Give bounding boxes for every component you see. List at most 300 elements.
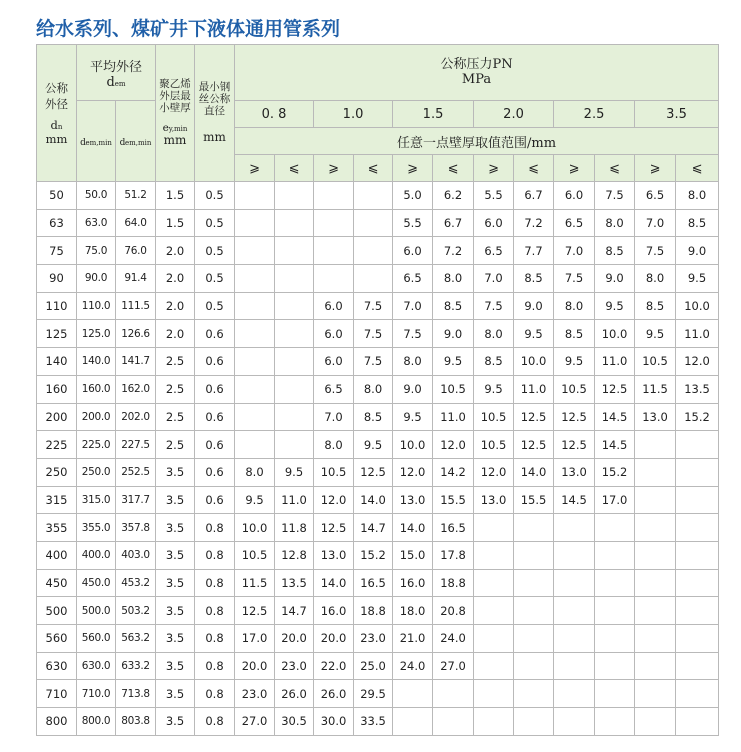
table-cell (275, 348, 314, 376)
table-cell: 20.0 (235, 652, 275, 680)
table-cell: 15.2 (676, 403, 719, 431)
table-cell: 3.5 (156, 597, 195, 625)
table-cell (235, 182, 275, 210)
le-symbol: ⩽ (433, 155, 474, 182)
table-cell: 10.0 (676, 292, 719, 320)
table-row (37, 458, 719, 486)
table-cell: 9.0 (514, 292, 554, 320)
table-row (37, 514, 719, 542)
table-cell (474, 541, 514, 569)
table-cell (676, 486, 719, 514)
table-cell: 317.7 (116, 486, 156, 514)
table-cell: 11.0 (676, 320, 719, 348)
table-cell: 75 (37, 237, 77, 265)
table-cell: 15.2 (354, 541, 393, 569)
table-cell: 12.5 (314, 514, 354, 542)
table-cell (275, 182, 314, 210)
le-symbol: ⩽ (676, 155, 719, 182)
table-cell: 15.2 (595, 458, 635, 486)
table-cell (514, 708, 554, 736)
table-cell (595, 597, 635, 625)
table-cell: 140 (37, 348, 77, 376)
table-cell: 12.8 (275, 541, 314, 569)
table-cell: 14.5 (595, 431, 635, 459)
table-cell: 6.0 (314, 348, 354, 376)
table-cell: 27.0 (235, 708, 275, 736)
table-cell: 0.5 (195, 182, 235, 210)
table-cell: 75.0 (77, 237, 116, 265)
table-cell: 13.0 (554, 458, 595, 486)
table-cell: 710 (37, 680, 77, 708)
table-cell: 250 (37, 458, 77, 486)
table-cell: 1.5 (156, 209, 195, 237)
header-dem-max: dem,min (116, 101, 156, 182)
table-cell: 9.5 (554, 348, 595, 376)
table-cell: 6.0 (314, 320, 354, 348)
table-cell: 9.5 (433, 348, 474, 376)
table-cell: 6.7 (433, 209, 474, 237)
table-cell: 10.0 (235, 514, 275, 542)
table-cell (354, 209, 393, 237)
table-cell (554, 652, 595, 680)
table-cell: 3.5 (156, 569, 195, 597)
table-cell: 20.0 (314, 625, 354, 653)
table-row (37, 541, 719, 569)
table-cell: 14.0 (314, 569, 354, 597)
table-cell (595, 652, 635, 680)
table-cell (275, 265, 314, 293)
table-cell: 250.0 (77, 458, 116, 486)
table-cell: 3.5 (156, 458, 195, 486)
table-cell: 21.0 (393, 625, 433, 653)
table-cell (433, 680, 474, 708)
table-cell: 3.5 (156, 514, 195, 542)
table-cell: 200.0 (77, 403, 116, 431)
table-cell (235, 209, 275, 237)
table-cell: 9.5 (354, 431, 393, 459)
table-cell (354, 237, 393, 265)
table-cell: 14.7 (275, 597, 314, 625)
le-symbol: ⩽ (354, 155, 393, 182)
table-cell: 2.0 (156, 292, 195, 320)
table-cell (635, 458, 676, 486)
table-cell (635, 680, 676, 708)
table-cell (275, 403, 314, 431)
table-cell: 90.0 (77, 265, 116, 293)
table-cell: 90 (37, 265, 77, 293)
table-cell: 7.7 (514, 237, 554, 265)
table-cell: 11.8 (275, 514, 314, 542)
table-cell (595, 680, 635, 708)
table-cell: 8.5 (676, 209, 719, 237)
table-cell (474, 708, 514, 736)
table-row (37, 708, 719, 736)
table-cell: 630 (37, 652, 77, 680)
table-cell: 12.5 (235, 597, 275, 625)
table-cell (474, 680, 514, 708)
table-cell (235, 237, 275, 265)
table-cell: 8.0 (595, 209, 635, 237)
table-cell: 0.8 (195, 680, 235, 708)
table-cell: 125 (37, 320, 77, 348)
table-cell (635, 625, 676, 653)
table-cell: 450.0 (77, 569, 116, 597)
table-cell (235, 292, 275, 320)
table-row (37, 486, 719, 514)
table-cell: 560 (37, 625, 77, 653)
table-cell (433, 708, 474, 736)
table-cell: 110.0 (77, 292, 116, 320)
ge-symbol: ⩾ (635, 155, 676, 182)
table-cell: 9.0 (433, 320, 474, 348)
table-cell (514, 514, 554, 542)
table-cell: 9.5 (275, 458, 314, 486)
table-cell: 14.0 (514, 458, 554, 486)
table-cell (554, 625, 595, 653)
table-row (37, 597, 719, 625)
table-cell (354, 265, 393, 293)
table-cell: 2.5 (156, 348, 195, 376)
table-cell: 6.0 (474, 209, 514, 237)
table-cell: 12.0 (314, 486, 354, 514)
ge-symbol: ⩾ (474, 155, 514, 182)
header-range-label: 任意一点壁厚取值范围/mm (235, 128, 719, 155)
table-cell: 0.5 (195, 292, 235, 320)
table-cell: 8.5 (354, 403, 393, 431)
table-cell: 7.5 (474, 292, 514, 320)
table-cell: 51.2 (116, 182, 156, 210)
table-cell (474, 597, 514, 625)
table-cell: 2.0 (156, 265, 195, 293)
table-cell: 633.2 (116, 652, 156, 680)
table-row (37, 375, 719, 403)
table-cell (514, 569, 554, 597)
table-cell: 141.7 (116, 348, 156, 376)
table-cell: 0.6 (195, 486, 235, 514)
table-cell: 11.5 (635, 375, 676, 403)
table-cell (275, 292, 314, 320)
table-cell (275, 209, 314, 237)
table-cell: 5.5 (393, 209, 433, 237)
table-cell: 20.0 (275, 625, 314, 653)
table-cell: 2.0 (156, 237, 195, 265)
table-cell: 12.5 (554, 403, 595, 431)
table-cell: 0.6 (195, 403, 235, 431)
table-cell: 10.5 (635, 348, 676, 376)
table-cell (635, 486, 676, 514)
table-cell: 6.0 (393, 237, 433, 265)
table-cell: 0.5 (195, 265, 235, 293)
table-cell (635, 597, 676, 625)
table-cell (676, 458, 719, 486)
table-cell: 13.0 (314, 541, 354, 569)
table-cell (393, 708, 433, 736)
header-dem-min: dem,min (77, 101, 116, 182)
table-cell: 0.5 (195, 237, 235, 265)
table-cell: 800 (37, 708, 77, 736)
table-cell: 0.6 (195, 375, 235, 403)
table-cell (235, 403, 275, 431)
table-cell: 12.5 (514, 403, 554, 431)
table-cell: 8.0 (676, 182, 719, 210)
table-cell: 0.6 (195, 458, 235, 486)
table-cell: 5.5 (474, 182, 514, 210)
table-cell: 50.0 (77, 182, 116, 210)
table-cell: 140.0 (77, 348, 116, 376)
table-cell: 9.5 (235, 486, 275, 514)
table-cell: 6.0 (314, 292, 354, 320)
table-row (37, 182, 719, 210)
table-cell: 355.0 (77, 514, 116, 542)
table-cell: 6.5 (314, 375, 354, 403)
table-cell: 7.2 (433, 237, 474, 265)
table-cell: 15.5 (514, 486, 554, 514)
table-cell: 9.5 (676, 265, 719, 293)
table-row (37, 265, 719, 293)
table-cell: 9.5 (514, 320, 554, 348)
table-cell (635, 514, 676, 542)
table-cell: 10.0 (514, 348, 554, 376)
table-cell (514, 541, 554, 569)
pressure-0-8: 0. 8 (235, 101, 314, 128)
table-cell: 8.5 (433, 292, 474, 320)
table-cell: 5.0 (393, 182, 433, 210)
table-cell (514, 625, 554, 653)
table-cell: 8.0 (635, 265, 676, 293)
table-cell: 14.5 (595, 403, 635, 431)
table-cell: 0.8 (195, 652, 235, 680)
table-cell (393, 680, 433, 708)
table-cell: 63 (37, 209, 77, 237)
table-cell: 0.8 (195, 514, 235, 542)
table-cell (554, 514, 595, 542)
table-cell: 0.5 (195, 209, 235, 237)
table-cell: 8.0 (393, 348, 433, 376)
table-cell: 91.4 (116, 265, 156, 293)
header-mean-od: 平均外径 dem (77, 45, 156, 101)
table-cell: 111.5 (116, 292, 156, 320)
table-cell: 403.0 (116, 541, 156, 569)
table-cell: 3.5 (156, 652, 195, 680)
table-row (37, 625, 719, 653)
table-cell: 7.0 (314, 403, 354, 431)
pressure-3-5: 3.5 (635, 101, 719, 128)
table-cell (676, 597, 719, 625)
table-cell: 0.8 (195, 625, 235, 653)
table-cell: 30.0 (314, 708, 354, 736)
table-cell (235, 265, 275, 293)
table-cell: 2.5 (156, 403, 195, 431)
table-cell: 13.0 (393, 486, 433, 514)
table-cell (595, 514, 635, 542)
table-cell (554, 569, 595, 597)
table-cell: 8.0 (235, 458, 275, 486)
table-cell: 18.0 (393, 597, 433, 625)
table-cell: 12.5 (354, 458, 393, 486)
table-cell: 3.5 (156, 708, 195, 736)
table-cell: 200 (37, 403, 77, 431)
table-row (37, 431, 719, 459)
table-cell (635, 569, 676, 597)
table-cell: 9.0 (595, 265, 635, 293)
table-row (37, 292, 719, 320)
table-cell: 7.5 (554, 265, 595, 293)
table-row (37, 348, 719, 376)
table-cell: 11.0 (275, 486, 314, 514)
table-cell: 10.5 (474, 431, 514, 459)
table-cell (676, 652, 719, 680)
table-cell (676, 514, 719, 542)
table-cell: 3.5 (156, 486, 195, 514)
table-row (37, 320, 719, 348)
table-cell: 2.0 (156, 320, 195, 348)
table-cell (474, 569, 514, 597)
table-cell: 16.5 (433, 514, 474, 542)
table-cell: 0.6 (195, 431, 235, 459)
table-cell: 76.0 (116, 237, 156, 265)
table-cell: 8.0 (354, 375, 393, 403)
table-cell: 26.0 (275, 680, 314, 708)
table-cell (474, 652, 514, 680)
le-symbol: ⩽ (275, 155, 314, 182)
table-cell: 29.5 (354, 680, 393, 708)
table-cell: 6.7 (514, 182, 554, 210)
le-symbol: ⩽ (595, 155, 635, 182)
table-cell: 160 (37, 375, 77, 403)
table-cell (514, 597, 554, 625)
ge-symbol: ⩾ (314, 155, 354, 182)
table-cell: 9.5 (393, 403, 433, 431)
table-cell: 7.5 (635, 237, 676, 265)
table-cell: 26.0 (314, 680, 354, 708)
table-cell: 803.8 (116, 708, 156, 736)
table-cell: 355 (37, 514, 77, 542)
table-cell: 8.5 (595, 237, 635, 265)
table-row (37, 237, 719, 265)
table-cell (354, 182, 393, 210)
table-row (37, 569, 719, 597)
table-cell: 8.0 (314, 431, 354, 459)
table-cell: 17.8 (433, 541, 474, 569)
table-cell (676, 708, 719, 736)
table-cell: 713.8 (116, 680, 156, 708)
table-cell: 563.2 (116, 625, 156, 653)
table-cell: 11.5 (235, 569, 275, 597)
table-cell (275, 375, 314, 403)
table-cell: 3.5 (156, 625, 195, 653)
table-cell: 0.8 (195, 541, 235, 569)
table-cell: 16.0 (314, 597, 354, 625)
table-cell: 162.0 (116, 375, 156, 403)
page-title: 给水系列、煤矿井下液体通用管系列 (36, 18, 341, 40)
table-cell (474, 625, 514, 653)
table-cell: 24.0 (433, 625, 474, 653)
table-cell: 7.5 (393, 320, 433, 348)
table-body (37, 182, 719, 736)
table-cell (635, 652, 676, 680)
table-cell: 0.6 (195, 348, 235, 376)
table-cell (554, 708, 595, 736)
table-cell (514, 680, 554, 708)
table-row (37, 403, 719, 431)
table-cell: 9.0 (676, 237, 719, 265)
table-cell: 13.0 (635, 403, 676, 431)
table-cell: 12.0 (676, 348, 719, 376)
table-cell (676, 541, 719, 569)
header-nominal-od: 公称 外径 dn mm (37, 45, 77, 182)
table-cell: 7.5 (595, 182, 635, 210)
table-cell: 500.0 (77, 597, 116, 625)
table-cell: 9.5 (635, 320, 676, 348)
table-cell: 6.5 (554, 209, 595, 237)
table-cell: 110 (37, 292, 77, 320)
table-cell: 7.5 (354, 320, 393, 348)
table-cell: 10.5 (314, 458, 354, 486)
table-cell: 357.8 (116, 514, 156, 542)
table-cell: 12.0 (474, 458, 514, 486)
table-cell (676, 625, 719, 653)
table-row (37, 209, 719, 237)
table-cell: 8.5 (635, 292, 676, 320)
table-cell: 560.0 (77, 625, 116, 653)
table-row (37, 680, 719, 708)
table-cell: 2.5 (156, 431, 195, 459)
table-cell: 14.0 (354, 486, 393, 514)
table-cell: 14.7 (354, 514, 393, 542)
table-cell: 12.5 (514, 431, 554, 459)
table-cell: 6.5 (393, 265, 433, 293)
table-cell: 50 (37, 182, 77, 210)
table-cell: 1.5 (156, 182, 195, 210)
table-cell: 0.8 (195, 569, 235, 597)
ge-symbol: ⩾ (393, 155, 433, 182)
table-cell: 10.5 (474, 403, 514, 431)
table-cell: 225 (37, 431, 77, 459)
table-cell: 800.0 (77, 708, 116, 736)
table-cell: 24.0 (393, 652, 433, 680)
table-cell (235, 375, 275, 403)
table-cell: 6.5 (474, 237, 514, 265)
table-cell: 11.0 (595, 348, 635, 376)
table-cell (676, 569, 719, 597)
table-cell (676, 680, 719, 708)
table-cell: 15.0 (393, 541, 433, 569)
table-cell: 202.0 (116, 403, 156, 431)
table-cell (595, 625, 635, 653)
table-cell: 7.0 (474, 265, 514, 293)
pressure-2-5: 2.5 (554, 101, 635, 128)
table-cell: 22.0 (314, 652, 354, 680)
table-cell: 8.5 (514, 265, 554, 293)
table-cell (275, 431, 314, 459)
table-cell: 7.5 (354, 348, 393, 376)
table-cell: 453.2 (116, 569, 156, 597)
table-cell: 0.8 (195, 597, 235, 625)
table-cell: 450 (37, 569, 77, 597)
table-cell: 0.8 (195, 708, 235, 736)
table-cell (474, 514, 514, 542)
table-cell: 13.5 (676, 375, 719, 403)
table-cell (235, 431, 275, 459)
table-cell: 25.0 (354, 652, 393, 680)
table-cell: 15.5 (433, 486, 474, 514)
table-cell: 8.0 (433, 265, 474, 293)
table-cell (235, 320, 275, 348)
table-cell: 9.5 (474, 375, 514, 403)
header-steel-wire: 最小钢 丝公称 直径 mm (195, 45, 235, 182)
table-cell: 10.0 (393, 431, 433, 459)
pipe-spec-table (36, 44, 719, 736)
